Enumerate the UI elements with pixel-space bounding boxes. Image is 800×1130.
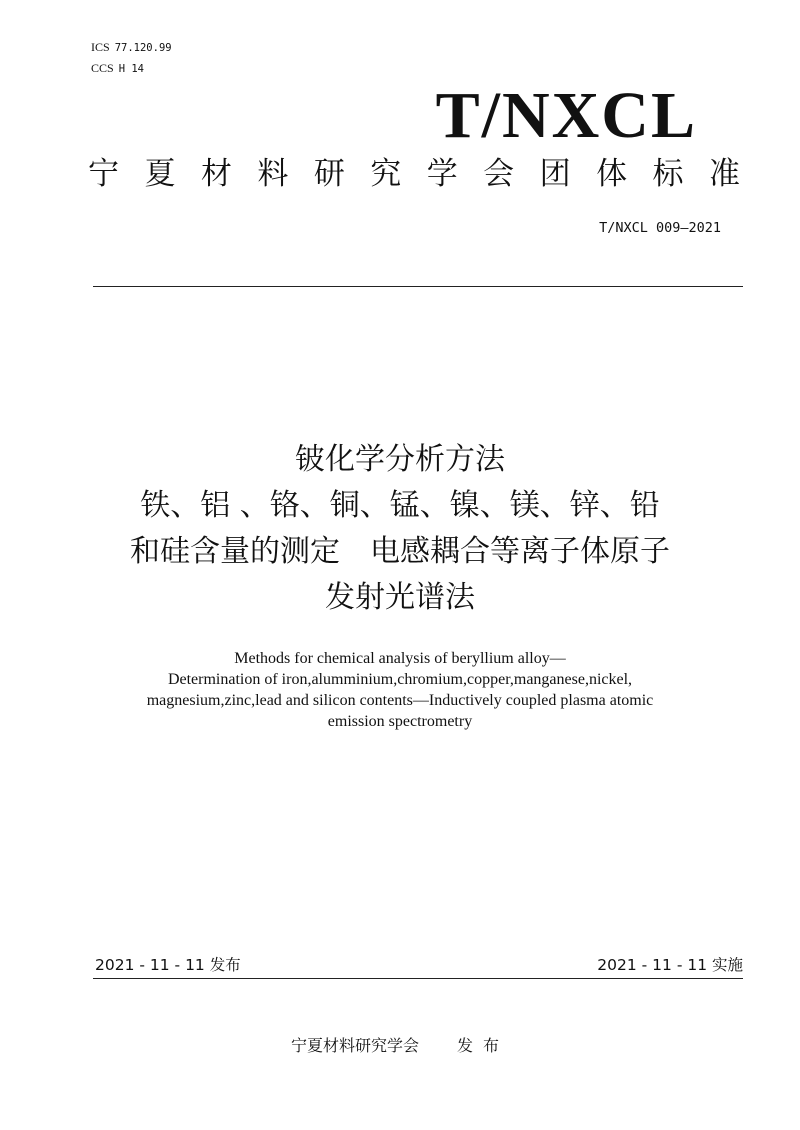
chinese-title-line: 铁、铝 、铬、铜、锰、镍、镁、锌、铅 (140, 488, 660, 523)
ics-label: ICS (91, 40, 110, 54)
english-title-line: Determination of iron,alumminium,chromium,copper,manganese,nickel, (167, 671, 633, 688)
organization-char: 研 (313, 156, 345, 192)
english-title-line: Methods for chemical analysis of beryllium alloy— (234, 650, 566, 667)
standard-number: T/NXCL 009—2021 (599, 220, 721, 236)
english-title (80, 648, 720, 732)
date-divider (93, 978, 743, 979)
ics-value: 77.120.99 (114, 42, 172, 54)
english-title-line: emission spectrometry (327, 713, 473, 730)
organization-char: 宁 (88, 156, 119, 192)
chinese-title-line: 铍化学分析方法 (295, 442, 505, 477)
ics-code (91, 40, 172, 55)
organization-char: 学 (426, 156, 458, 192)
organization-char: 料 (257, 156, 289, 192)
issue-date: 2021 - 11 - 11 发布 (95, 956, 241, 974)
organization-char: 材 (200, 156, 232, 192)
header-divider (93, 286, 743, 287)
publish-action: 发布 (457, 1036, 510, 1055)
implementation-date: 2021 - 11 - 11 实施 (597, 956, 743, 974)
organization-title (88, 152, 740, 196)
english-title-line: magnesium,zinc,lead and silicon contents—Inductively coupled plasma atomic (146, 692, 654, 709)
organization-char: 团 (539, 156, 571, 192)
publisher-line (0, 1035, 800, 1057)
ccs-code (91, 61, 144, 76)
organization-char: 标 (652, 156, 684, 192)
publisher-name: 宁夏材料研究学会 (290, 1036, 419, 1055)
chinese-title-line: 和硅含量的测定 电感耦合等离子体原子 (130, 534, 670, 569)
chinese-title (60, 437, 740, 621)
organization-char: 究 (370, 156, 402, 192)
organization-char: 会 (483, 156, 515, 192)
organization-char: 夏 (144, 156, 176, 192)
ccs-label: CCS (91, 61, 114, 75)
organization-char: 准 (708, 156, 740, 192)
ccs-value: H 14 (118, 63, 144, 75)
standard-brand-logo: T/NXCL (435, 79, 697, 152)
organization-char: 体 (596, 156, 628, 192)
chinese-title-line: 发射光谱法 (325, 580, 475, 615)
